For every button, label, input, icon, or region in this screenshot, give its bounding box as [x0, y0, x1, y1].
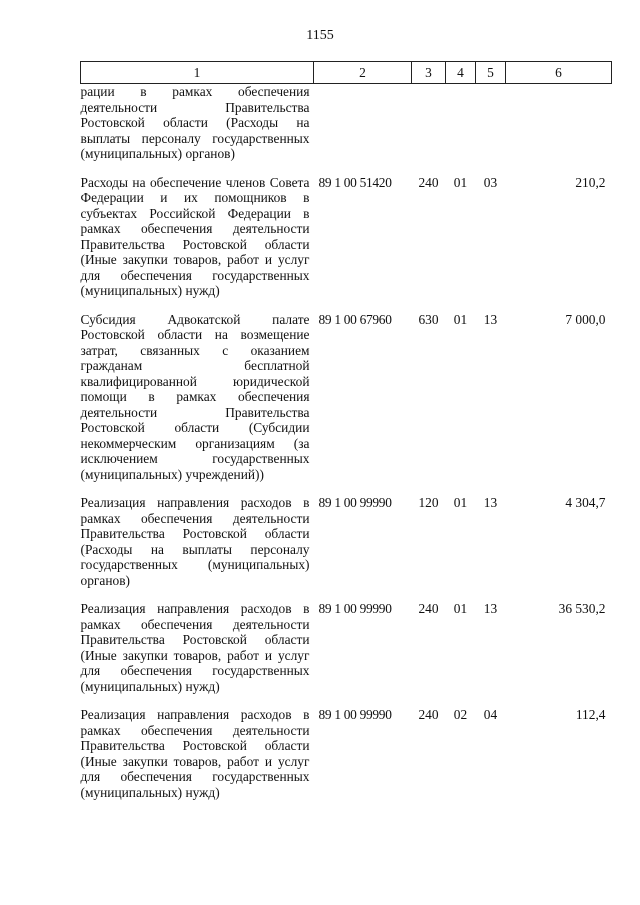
row-expense-type: 630 [418, 311, 439, 327]
row-amount [506, 84, 612, 162]
row-section: 01 [453, 311, 468, 327]
table-row [81, 482, 612, 588]
page-number: 1155 [306, 28, 334, 43]
row-name: рации в рамках обеспечения деятельности Правительства Ростовской области (Расходы на выплаты персоналу государственных (муниципальных) органов) [80, 84, 310, 161]
row-expense-type: 120 [418, 495, 439, 510]
row-subsection [476, 84, 506, 162]
row-expense-type [412, 84, 446, 162]
row-amount: 112,4 [575, 707, 606, 722]
row-code: 89 1 00 99990 [318, 601, 392, 616]
row-subsection: 03 [483, 174, 498, 190]
row-section: 01 [453, 495, 468, 510]
header-row [81, 62, 612, 84]
row-code: 89 1 00 99990 [318, 495, 392, 510]
table-row [81, 694, 612, 800]
table-row [81, 162, 612, 299]
row-code [314, 84, 412, 162]
row-subsection: 13 [483, 311, 498, 327]
header-col-3: 3 [412, 62, 446, 84]
row-expense-type: 240 [418, 174, 439, 190]
header-col-6: 6 [506, 62, 612, 84]
row-name: Расходы на обеспечение членов Совета Федерации и их помощников в субъектах Российской Федерации в рамках обеспечения деятельности Правительства Ростовской области (Иные закупки товаров, работ и услуг для обеспечения государственных (муниципальных) нужд) [80, 174, 310, 298]
row-name: Субсидия Адвокатской палате Ростовской области на возмещение затрат, связанных с оказанием гражданам бесплатной квалифицированной юридической помощи в рамках обеспечения деятельности Правительства Ростовской области (Субсидии некоммерческим организациям (за исключением государственных (муниципальных) учреждений)) [80, 311, 310, 482]
header-col-2: 2 [314, 62, 412, 84]
row-section: 01 [453, 174, 468, 190]
row-amount: 210,2 [575, 174, 606, 190]
row-subsection: 13 [483, 495, 498, 510]
row-subsection: 13 [483, 601, 498, 616]
row-code: 89 1 00 51420 [318, 174, 392, 190]
row-amount: 36 530,2 [558, 601, 606, 616]
row-section: 02 [453, 707, 468, 722]
table-row [81, 84, 612, 162]
row-section: 01 [453, 601, 468, 616]
row-code: 89 1 00 67960 [318, 311, 392, 327]
header-col-1: 1 [81, 62, 314, 84]
row-section [446, 84, 476, 162]
row-amount: 7 000,0 [565, 311, 606, 327]
header-col-5: 5 [476, 62, 506, 84]
row-code: 89 1 00 99990 [318, 707, 392, 722]
row-expense-type: 240 [418, 707, 439, 722]
row-name: Реализация направления расходов в рамках обеспечения деятельности Правительства Ростовской области (Иные закупки товаров, работ и услуг для обеспечения государственных (муниципальных) нужд) [80, 601, 310, 694]
table-row [81, 588, 612, 694]
table-row [81, 299, 612, 483]
row-subsection: 04 [483, 707, 498, 722]
row-expense-type: 240 [418, 601, 439, 616]
row-name: Реализация направления расходов в рамках обеспечения деятельности Правительства Ростовской области (Расходы на выплаты персоналу государственных (муниципальных) органов) [80, 495, 310, 588]
row-name: Реализация направления расходов в рамках обеспечения деятельности Правительства Ростовской области (Иные закупки товаров, работ и услуг для обеспечения государственных (муниципальных) нужд) [80, 707, 310, 800]
header-col-4: 4 [446, 62, 476, 84]
budget-table [80, 61, 612, 800]
row-amount: 4 304,7 [565, 495, 606, 510]
